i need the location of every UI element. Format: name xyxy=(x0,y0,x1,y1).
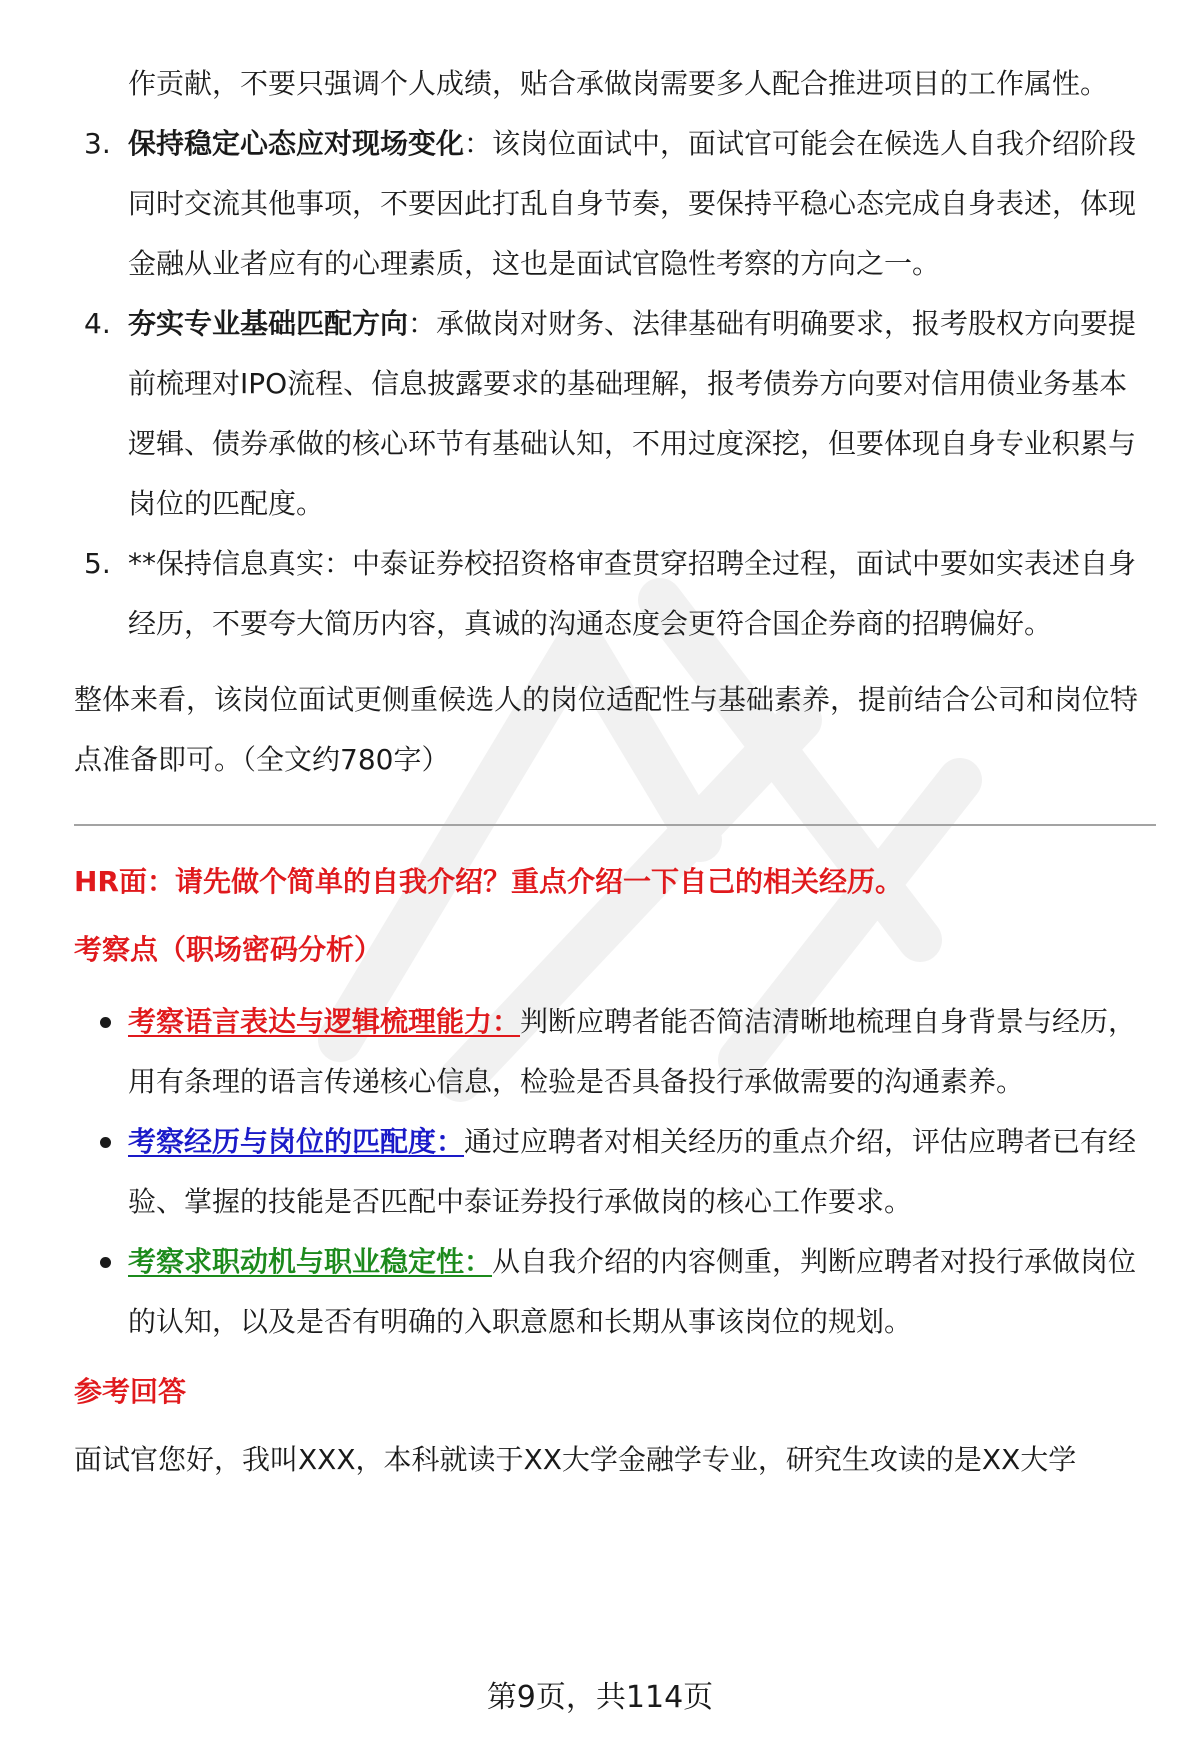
point-text: 判断应聘者能否简洁清晰地梳理自身背景与经历，用有条理的语言传递核心信息，检验是否具备投行承做需要的沟通素养。 xyxy=(128,1005,1137,1098)
points-heading: 考察点（职场密码分析） xyxy=(74,933,383,966)
point-keyword: 考察经历与岗位的匹配度： xyxy=(128,1125,465,1158)
point-keyword: 考察语言表达与逻辑梳理能力： xyxy=(128,1005,521,1038)
tip-number: 3. xyxy=(84,127,111,160)
answer-heading: 参考回答 xyxy=(74,1375,187,1408)
section-divider xyxy=(74,824,1156,826)
tip-title: 夯实专业基础匹配方向 xyxy=(128,307,409,340)
bullet-dot xyxy=(100,1257,111,1268)
tips-list xyxy=(74,114,1154,654)
point-item xyxy=(74,992,1154,1112)
document-body xyxy=(74,54,1154,1490)
point-text: 通过应聘者对相关经历的重点介绍，评估应聘者已有经验、掌握的技能是否匹配中泰证券投行承做岗的核心工作要求。 xyxy=(128,1125,1137,1218)
answer-paragraph: 面试官您好，我叫XXX，本科就读于XX大学金融学专业，研究生攻读的是XX大学 xyxy=(74,1443,1077,1476)
tip-separator: ： xyxy=(408,307,437,340)
bullet-dot xyxy=(100,1017,111,1028)
tip-number: 5. xyxy=(84,547,111,580)
tip-item xyxy=(74,294,1154,534)
bullet-dot xyxy=(100,1137,111,1148)
tip-item xyxy=(74,114,1154,294)
points-list xyxy=(74,992,1154,1352)
point-text: 从自我介绍的内容侧重，判断应聘者对投行承做岗位的认知，以及是否有明确的入职意愿和长期从事该岗位的规划。 xyxy=(128,1245,1137,1338)
point-item xyxy=(74,1112,1154,1232)
question-heading: HR面：请先做个简单的自我介绍？重点介绍一下自己的相关经历。 xyxy=(74,865,903,898)
tip-number: 4. xyxy=(84,307,111,340)
point-item xyxy=(74,1232,1154,1352)
point-keyword: 考察求职动机与职业稳定性： xyxy=(128,1245,493,1278)
tip-body: 承做岗对财务、法律基础有明确要求，报考股权方向要提前梳理对IPO流程、信息披露要求的基础理解，报考债券方向要对信用债业务基本逻辑、债券承做的核心环节有基础认知，不用过度深挖，但要体现自身专业积累与岗位的匹配度。 xyxy=(128,307,1137,520)
page-footer: 第9页，共114页 xyxy=(486,1680,714,1715)
summary-paragraph: 整体来看，该岗位面试更侧重候选人的岗位适配性与基础素养，提前结合公司和岗位特点准备即可。（全文约780字） xyxy=(74,683,1139,776)
tip-body: **保持信息真实：中泰证券校招资格审查贯穿招聘全过程，面试中要如实表述自身经历，不要夸大简历内容，真诚的沟通态度会更符合国企券商的招聘偏好。 xyxy=(128,547,1137,640)
continued-paragraph: 作贡献，不要只强调个人成绩，贴合承做岗需要多人配合推进项目的工作属性。 xyxy=(128,67,1109,100)
tip-item xyxy=(74,534,1154,654)
tip-separator: ： xyxy=(464,127,493,160)
tip-body: 该岗位面试中，面试官可能会在候选人自我介绍阶段同时交流其他事项，不要因此打乱自身节奏，要保持平稳心态完成自身表述，体现金融从业者应有的心理素质，这也是面试官隐性考察的方向之一。 xyxy=(128,127,1137,280)
tip-title: 保持稳定心态应对现场变化 xyxy=(128,127,465,160)
